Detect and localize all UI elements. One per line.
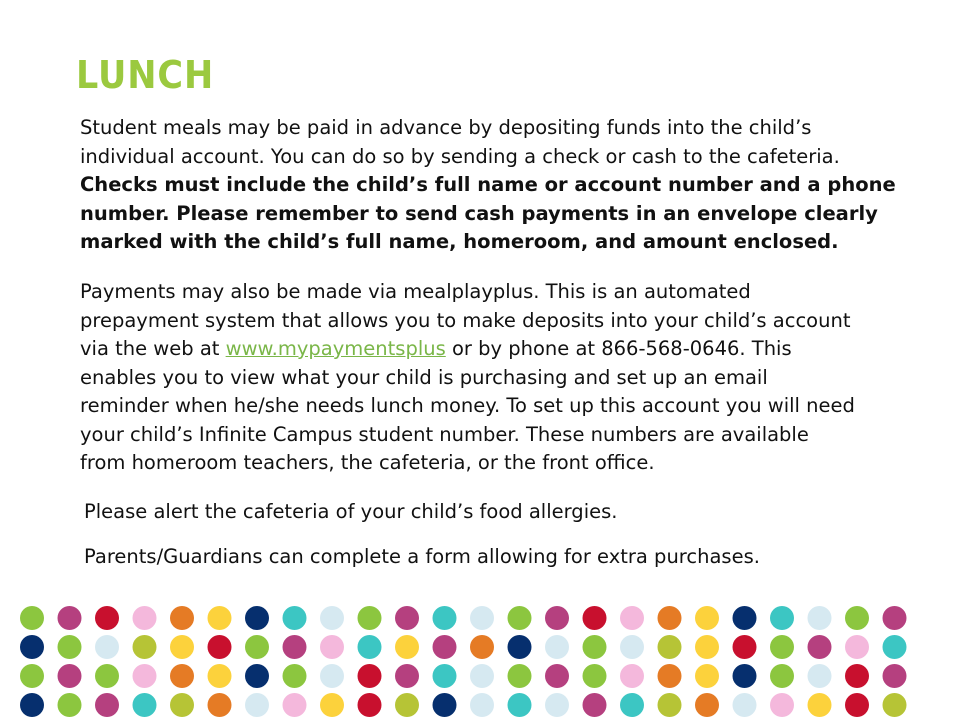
decorative-dot [133, 635, 157, 659]
decorative-dot [508, 664, 532, 688]
decorative-dot [133, 606, 157, 630]
decorative-dot [508, 693, 532, 717]
decorative-dot [433, 693, 457, 717]
paragraph-text: via the web at [80, 337, 226, 360]
decorative-dot [20, 635, 44, 659]
paragraph-line: Payments may also be made via mealplayplus. This is an automated [80, 280, 751, 303]
paragraph-line-bold: marked with the child’s full name, homeroom, and amount enclosed. [80, 230, 839, 253]
decorative-dot [170, 635, 194, 659]
decorative-dot [770, 606, 794, 630]
decorative-dot [170, 606, 194, 630]
decorative-dot [508, 635, 532, 659]
allergy-paragraph: Please alert the cafeteria of your child’s food allergies. [84, 500, 618, 523]
decorative-dot [95, 606, 119, 630]
decorative-dot [283, 664, 307, 688]
decorative-dot [695, 606, 719, 630]
decorative-dot [733, 693, 757, 717]
decorative-dot [133, 693, 157, 717]
mypaymentsplus-link[interactable]: www.mypaymentsplus [225, 337, 446, 360]
decorative-dot [733, 664, 757, 688]
decorative-dot [883, 693, 907, 717]
decorative-dot [395, 635, 419, 659]
decorative-dot [245, 635, 269, 659]
paragraph-line-bold: number. Please remember to send cash payments in an envelope clearly [80, 201, 878, 225]
decorative-dot [320, 693, 344, 717]
decorative-dot [470, 693, 494, 717]
decorative-dot [208, 635, 232, 659]
decorative-dot [433, 606, 457, 630]
decorative-dot [58, 693, 82, 717]
decorative-dot [95, 664, 119, 688]
decorative-dot [770, 635, 794, 659]
extra-purchases-paragraph: Parents/Guardians can complete a form allowing for extra purchases. [84, 545, 760, 568]
decorative-dot [845, 606, 869, 630]
decorative-dot [620, 693, 644, 717]
decorative-dot [245, 693, 269, 717]
paragraph-line: from homeroom teachers, the cafeteria, or the front office. [80, 451, 655, 474]
decorative-dot-grid [0, 600, 960, 720]
decorative-dot [620, 664, 644, 688]
paragraph-text: or by phone at 866-568-0646. This [445, 337, 792, 360]
decorative-dot [508, 606, 532, 630]
decorative-dot [208, 664, 232, 688]
decorative-dot [95, 635, 119, 659]
decorative-dot [883, 606, 907, 630]
payment-info-paragraph [80, 114, 896, 257]
decorative-dot [95, 693, 119, 717]
decorative-dot [845, 635, 869, 659]
decorative-dot [583, 664, 607, 688]
decorative-dot [620, 635, 644, 659]
decorative-dot [395, 693, 419, 717]
online-payment-paragraph [80, 278, 855, 478]
decorative-dot [695, 664, 719, 688]
decorative-dot [808, 606, 832, 630]
decorative-dot [808, 635, 832, 659]
paragraph-line-bold: Checks must include the child’s full name or account number and a phone [80, 173, 896, 196]
decorative-dot [320, 606, 344, 630]
paragraph-line: your child’s Infinite Campus student number. These numbers are available [80, 422, 809, 446]
decorative-dot [358, 664, 382, 688]
decorative-dot [470, 635, 494, 659]
decorative-dot [545, 664, 569, 688]
decorative-dot [620, 606, 644, 630]
decorative-dot [245, 664, 269, 688]
decorative-dot [395, 606, 419, 630]
paragraph-line [80, 335, 855, 364]
paragraph-line: reminder when he/she needs lunch money. To set up this account you will need [80, 394, 855, 417]
decorative-dot [133, 664, 157, 688]
decorative-dot [170, 664, 194, 688]
decorative-dot [20, 606, 44, 630]
decorative-dot [208, 693, 232, 717]
decorative-dot [583, 635, 607, 659]
decorative-dot [283, 606, 307, 630]
decorative-dot [358, 635, 382, 659]
decorative-dot [245, 606, 269, 630]
decorative-dot [695, 635, 719, 659]
decorative-dot [545, 606, 569, 630]
decorative-dot [770, 693, 794, 717]
decorative-dot [283, 693, 307, 717]
paragraph-line: individual account. You can do so by sending a check or cash to the cafeteria. [80, 144, 840, 168]
decorative-dot [170, 693, 194, 717]
paragraph-line: enables you to view what your child is purchasing and set up an email [80, 365, 768, 389]
decorative-dot [770, 664, 794, 688]
decorative-dot [658, 693, 682, 717]
decorative-dot [733, 635, 757, 659]
decorative-dot [583, 606, 607, 630]
decorative-dot [320, 635, 344, 659]
decorative-dot [358, 606, 382, 630]
decorative-dot [433, 635, 457, 659]
decorative-dot [808, 693, 832, 717]
decorative-dot [470, 606, 494, 630]
decorative-dot [808, 664, 832, 688]
decorative-dot [358, 693, 382, 717]
decorative-dot [658, 635, 682, 659]
decorative-dot [658, 606, 682, 630]
decorative-dot [545, 635, 569, 659]
paragraph-line: prepayment system that allows you to make deposits into your child’s account [80, 308, 851, 332]
decorative-dot [395, 664, 419, 688]
decorative-dot [20, 664, 44, 688]
decorative-dot [320, 664, 344, 688]
decorative-dot [433, 664, 457, 688]
decorative-dot [283, 635, 307, 659]
decorative-dot [883, 664, 907, 688]
slide-title: LUNCH [76, 53, 215, 97]
decorative-dot [583, 693, 607, 717]
decorative-dot [545, 693, 569, 717]
decorative-dot [883, 635, 907, 659]
decorative-dot [845, 664, 869, 688]
decorative-dot [470, 664, 494, 688]
decorative-dot [208, 606, 232, 630]
decorative-dot [58, 664, 82, 688]
decorative-dot [658, 664, 682, 688]
decorative-dot [58, 635, 82, 659]
decorative-dot [695, 693, 719, 717]
decorative-dot [58, 606, 82, 630]
decorative-dot [733, 606, 757, 630]
decorative-dot [845, 693, 869, 717]
decorative-dot [20, 693, 44, 717]
paragraph-line: Student meals may be paid in advance by depositing funds into the child’s [80, 116, 812, 139]
